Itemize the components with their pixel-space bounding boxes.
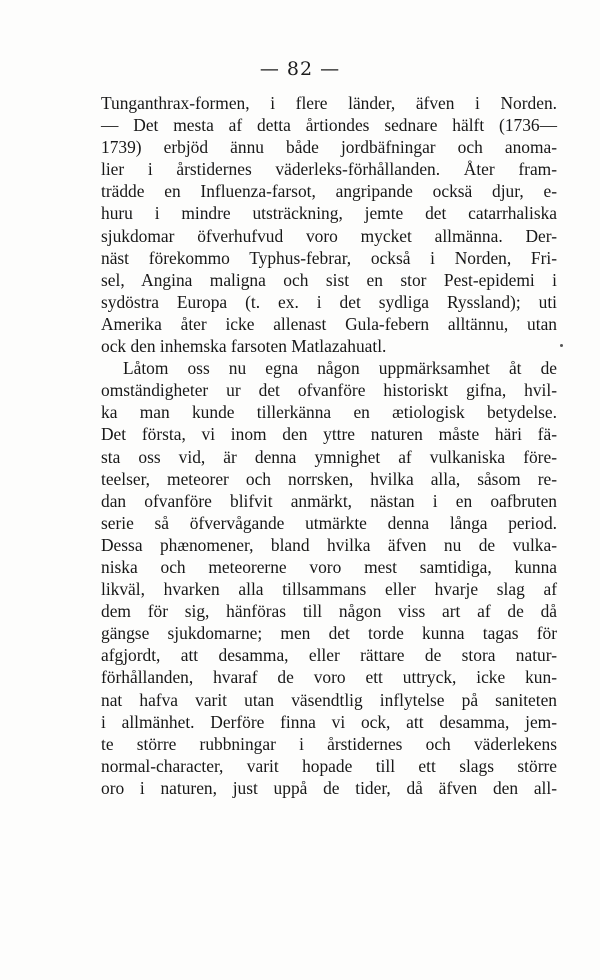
text-line: niska och meteorerne voro mest samtidiga, kunna	[101, 556, 557, 577]
margin-speck	[560, 344, 563, 347]
text-line: sydöstra Europa (t. ex. i det sydliga Ryssland); uti	[101, 291, 557, 312]
text-line: gängse sjukdomarne; men det torde kunna tagas för	[101, 623, 557, 644]
text-line: nat hafva varit utan väsendtlig inflytelse på saniteten	[101, 689, 557, 710]
text-line: normal-character, varit hopade till ett slags större	[101, 755, 557, 776]
text-line: afgjordt, att desamma, eller rättare de stora natur-	[101, 645, 557, 666]
text-line: — Det mesta af detta årtiondes sednare hälft (1736—	[101, 115, 557, 136]
text-line: Tunganthrax-formen, i flere länder, äfven i Norden.	[101, 93, 557, 113]
text-line: lier i årstidernes väderleks-förhållanden. Åter fram-	[101, 159, 557, 180]
body-text	[101, 92, 557, 799]
text-line: teelser, meteorer och norrsken, hvilka alla, såsom re-	[101, 468, 557, 489]
text-line: i allmänhet. Derföre finna vi ock, att desamma, jem-	[101, 711, 557, 732]
text-line: 1739) erbjöd ännu både jordbäfningar och anoma-	[101, 137, 557, 158]
text-line: sel, Angina maligna och sist en stor Pest-epidemi i	[101, 269, 557, 290]
text-line: serie så öfvervågande utmärkte denna långa period.	[101, 512, 557, 533]
text-line: dem för sig, hänföras till någon viss art af de då	[101, 601, 557, 622]
paragraph-start-line: Låtom oss nu egna någon uppmärksamhet åt de	[123, 358, 557, 379]
page-number: — 82 —	[259, 58, 341, 80]
text-line: förhållanden, hvaraf de voro ett uttryck, icke kun-	[101, 667, 557, 688]
text-line: omständigheter ur det ofvanföre historiskt gifna, hvil-	[101, 380, 557, 401]
text-line: sta oss vid, är denna ymnighet af vulkaniska före-	[101, 446, 557, 467]
paragraph-end-line: ock den inhemska farsoten Matlazahuatl.	[101, 336, 387, 357]
text-line: ka man kunde tillerkänna en ætiologisk betydelse.	[101, 402, 557, 423]
text-line: oro i naturen, just uppå de tider, då äfven den all-	[101, 777, 557, 798]
text-line: Det första, vi inom den yttre naturen måste häri fä-	[101, 424, 557, 445]
text-line: Dessa phænomener, bland hvilka äfven nu de vulka-	[101, 534, 557, 555]
text-line: näst förekommo Typhus-febrar, också i Norden, Fri-	[101, 247, 557, 268]
text-line: Amerika åter icke allenast Gula-febern alltännu, utan	[101, 313, 557, 334]
text-line: huru i mindre utsträckning, jemte det catarrhaliska	[101, 203, 557, 224]
text-line: dan ofvanföre blifvit anmärkt, nästan i en oafbruten	[101, 490, 557, 511]
text-line: trädde en Influenza-farsot, angripande ocksä djur, e-	[101, 181, 557, 202]
text-line: likväl, hvarken alla tillsammans eller hvarje slag af	[101, 579, 557, 600]
text-line: sjukdomar öfverhufvud voro mycket allmänna. Der-	[101, 225, 557, 246]
text-line: te större rubbningar i årstidernes och väderlekens	[101, 733, 557, 754]
